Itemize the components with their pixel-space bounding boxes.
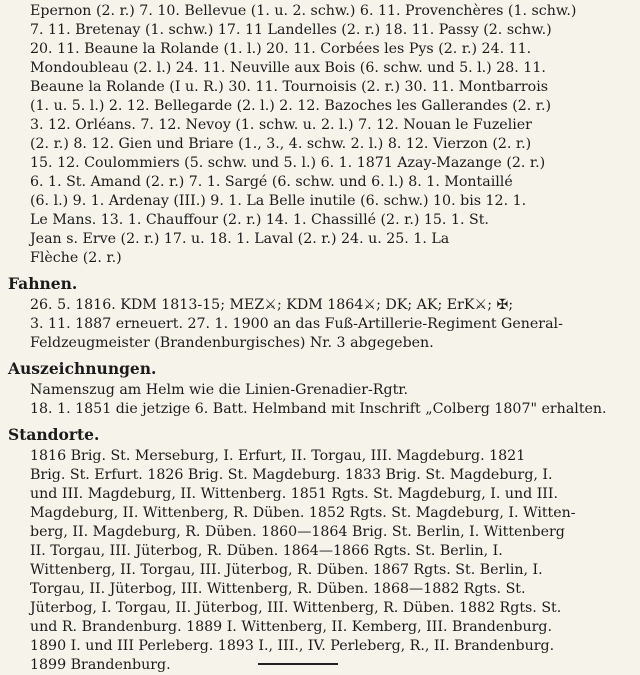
text-line: Namenszug am Helm wie die Linien-Grenadier-Rgtr. — [30, 382, 409, 398]
text-line: Wittenberg, II. Torgau, III. Jüterbog, R. Düben. 1867 Rgts. St. Berlin, I. — [30, 562, 543, 578]
text-line: 1816 Brig. St. Merseburg, I. Erfurt, II. Torgau, III. Magdeburg. 1821 — [30, 448, 526, 464]
text-line: 1890 I. und III Perleberg. 1893 I., III., IV. Perleberg, R., II. Brandenburg. — [30, 638, 555, 654]
text-line: Le Mans. 13. 1. Chauffour (2. r.) 14. 1. Chassillé (2. r.) 15. 1. St. — [30, 212, 489, 228]
text-line: und R. Brandenburg. 1889 I. Wittenberg, II. Kemberg, III. Brandenburg. — [30, 619, 552, 635]
text-line: 6. 1. St. Amand (2. r.) 7. 1. Sargé (6. schw. und 6. l.) 8. 1. Montaillé — [30, 174, 513, 190]
text-line: (2. r.) 8. 12. Gien und Briare (1., 3., 4. schw. 2. l.) 8. 12. Vierzon (2. r.) — [30, 136, 532, 152]
text-line: 1899 Brandenburg. — [30, 657, 171, 673]
text-line: 20. 11. Beaune la Rolande (1. l.) 20. 11. Corbées les Pys (2. r.) 24. 11. — [30, 41, 532, 57]
text-line: Torgau, II. Jüterbog, III. Wittenberg, R. Düben. 1868—1882 Rgts. St. — [30, 581, 526, 597]
text-line: Brig. St. Erfurt. 1826 Brig. St. Magdeburg. 1833 Brig. St. Magdeburg, I. — [30, 467, 553, 483]
text-line: 26. 5. 1816. KDM 1813-15; MEZ⚔; KDM 1864⚔; DK; AK; ErK⚔; ✠; — [30, 297, 514, 313]
fahnen-section — [30, 296, 630, 353]
section-heading-standorte: Standorte. — [8, 425, 100, 444]
text-line: (1. u. 5. l.) 2. 12. Bellegarde (2. l.) 2. 12. Bazoches les Gallerandes (2. r.) — [30, 98, 552, 114]
text-line: Flèche (2. r.) — [30, 250, 122, 266]
text-line: Magdeburg, II. Wittenberg, R. Düben. 1852 Rgts. St. Magdeburg, I. Witten- — [30, 505, 576, 521]
end-rule-divider — [258, 663, 338, 665]
text-line: Mondoubleau (2. l.) 24. 11. Neuville aux Bois (6. schw. und 5. l.) 28. 11. — [30, 60, 546, 76]
auszeichnungen-section — [30, 381, 630, 419]
campaign-list — [30, 2, 630, 268]
text-line: 15. 12. Coulommiers (5. schw. und 5. l.) 6. 1. 1871 Azay-Mazange (2. r.) — [30, 155, 546, 171]
section-heading-auszeichnungen: Auszeichnungen. — [8, 359, 157, 378]
section-heading-fahnen: Fahnen. — [8, 274, 78, 293]
text-line: Feldzeugmeister (Brandenburgisches) Nr. 3 abgegeben. — [30, 335, 434, 351]
text-line: und III. Magdeburg, II. Wittenberg. 1851 Rgts. St. Magdeburg, I. und III. — [30, 486, 559, 502]
text-line: 3. 11. 1887 erneuert. 27. 1. 1900 an das Fuß-Artillerie-Regiment General- — [30, 316, 563, 332]
text-line: berg, II. Magdeburg, R. Düben. 1860—1864 Brig. St. Berlin, I. Wittenberg — [30, 524, 565, 540]
text-line: 7. 11. Bretenay (1. schw.) 17. 11 Landelles (2. r.) 18. 11. Passy (2. schw.) — [30, 22, 552, 38]
text-line: Beaune la Rolande (I u. R.) 30. 11. Tournoisis (2. r.) 30. 11. Montbarrois — [30, 79, 549, 95]
text-line: (6. l.) 9. 1. Ardenay (III.) 9. 1. La Belle inutile (6. schw.) 10. bis 12. 1. — [30, 193, 527, 209]
text-line: Jüterbog, I. Torgau, II. Jüterbog, III. Wittenberg, R. Düben. 1882 Rgts. St. — [30, 600, 562, 616]
text-line: Epernon (2. r.) 7. 10. Bellevue (1. u. 2. schw.) 6. 11. Provenchères (1. schw.) — [30, 3, 577, 19]
text-line: II. Torgau, III. Jüterbog, R. Düben. 1864—1866 Rgts. St. Berlin, I. — [30, 543, 503, 559]
text-line: 3. 12. Orléans. 7. 12. Nevoy (1. schw. u. 2. l.) 7. 12. Nouan le Fuzelier — [30, 117, 532, 133]
text-line: Jean s. Erve (2. r.) 17. u. 18. 1. Laval (2. r.) 24. u. 25. 1. La — [30, 231, 450, 247]
text-line: 18. 1. 1851 die jetzige 6. Batt. Helmband mit Inschrift „Colberg 1807" erhalten. — [30, 401, 607, 417]
standorte-section — [30, 447, 630, 675]
